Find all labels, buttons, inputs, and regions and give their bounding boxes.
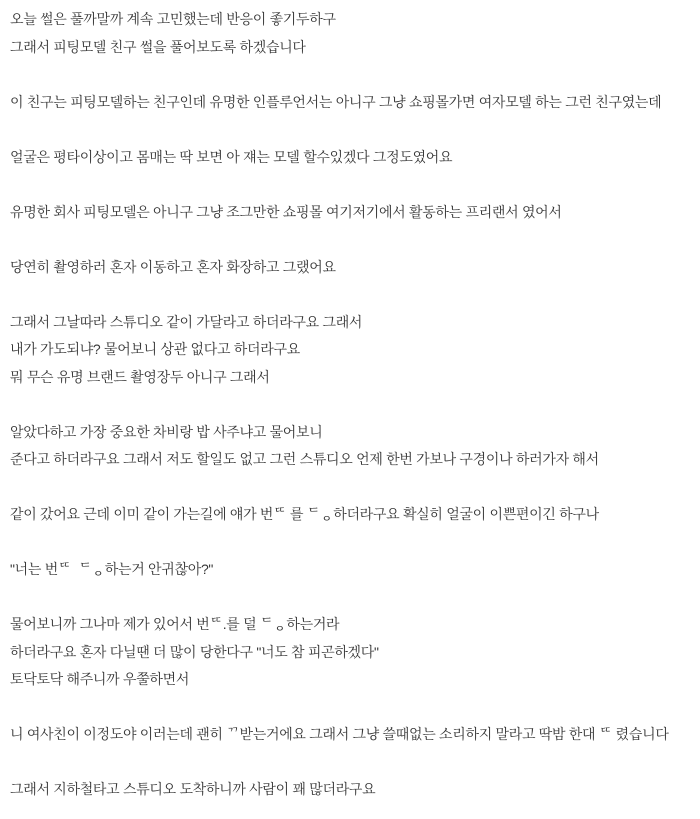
post-paragraph — [10, 776, 698, 804]
post-line: "너는 번ᄄ ᄃᆼ하는거 안귀찮아?" — [10, 561, 214, 577]
post-paragraph — [10, 6, 698, 61]
post-line: 당연히 촬영하러 혼자 이동하고 혼자 화장하고 그랬어요 — [10, 258, 336, 275]
post-paragraph — [10, 254, 698, 282]
post-line: 알았다하고 가장 중요한 차비랑 밥 사주냐고 물어보니 — [10, 423, 323, 440]
post-line: 그래서 피팅모델 친구 썰을 풀어보도록 하겠습니다 — [10, 38, 306, 55]
post-line: 뭐 무슨 유명 브랜드 촬영장두 아니구 그래서 — [10, 368, 270, 385]
post-line: 그래서 그날따라 스튜디오 같이 가달라고 하더라구요 그래서 — [10, 313, 363, 330]
post-paragraph — [10, 501, 698, 529]
post-line: 물어보니까 그나마 제가 있어서 번ᄄ.를 덜 ᄃᆼ하는거라 — [10, 616, 340, 632]
post-paragraph — [10, 89, 698, 117]
post-line: 오늘 썰은 풀까말까 계속 고민했는데 반응이 좋기두하구 — [10, 11, 336, 27]
post-line: 토닥토닥 해주니까 우쭐하면서 — [10, 671, 190, 687]
post-paragraph — [10, 419, 698, 474]
post-line: 내가 가도되냐? 물어보니 상관 없다고 하더라구요 — [10, 341, 300, 357]
post-paragraph — [10, 556, 698, 584]
post-line: 얼굴은 평타이상이고 몸매는 딱 보면 아 쟤는 모델 할수있겠다 그정도였어요 — [10, 148, 453, 165]
post-paragraph — [10, 199, 698, 227]
post-line: 같이 갔어요 근데 이미 같이 가는길에 얘가 번ᄄ 를 ᄃᆼ하더라구요 확실히 얼굴이 이쁜편이긴 하구나 — [10, 506, 599, 522]
post-paragraph — [10, 721, 698, 749]
post-line: 준다고 하더라구요 그래서 저도 할일도 없고 그런 스튜디오 언제 한번 가보나 구경이나 하러가자 해서 — [10, 451, 599, 467]
post-line: 이 친구는 피팅모델하는 친구인데 유명한 인플루언서는 아니구 그냥 쇼핑몰가면 여자모델 하는 그런 친구였는데 — [10, 93, 662, 110]
post-line: 하더라구요 혼자 다닐땐 더 많이 당한다구 "너도 참 피곤하겠다" — [10, 643, 379, 660]
post-line: 그래서 지하철타고 스튜디오 도착하니까 사람이 꽤 많더라구요 — [10, 781, 376, 797]
post-paragraph — [10, 309, 698, 392]
post-line: 유명한 회사 피팅모델은 아니구 그냥 조그만한 쇼핑몰 여기저기에서 활동하는 프리랜서 였어서 — [10, 203, 562, 220]
post-paragraph — [10, 144, 698, 172]
post-line: 니 여사친이 이정도야 이러는데 괜히 ᄁ받는거에요 그래서 그냥 쓸때없는 소리하지 말라고 딱밤 한대 ᄄ 렸습니다 — [10, 726, 669, 742]
post-paragraph — [10, 611, 698, 694]
